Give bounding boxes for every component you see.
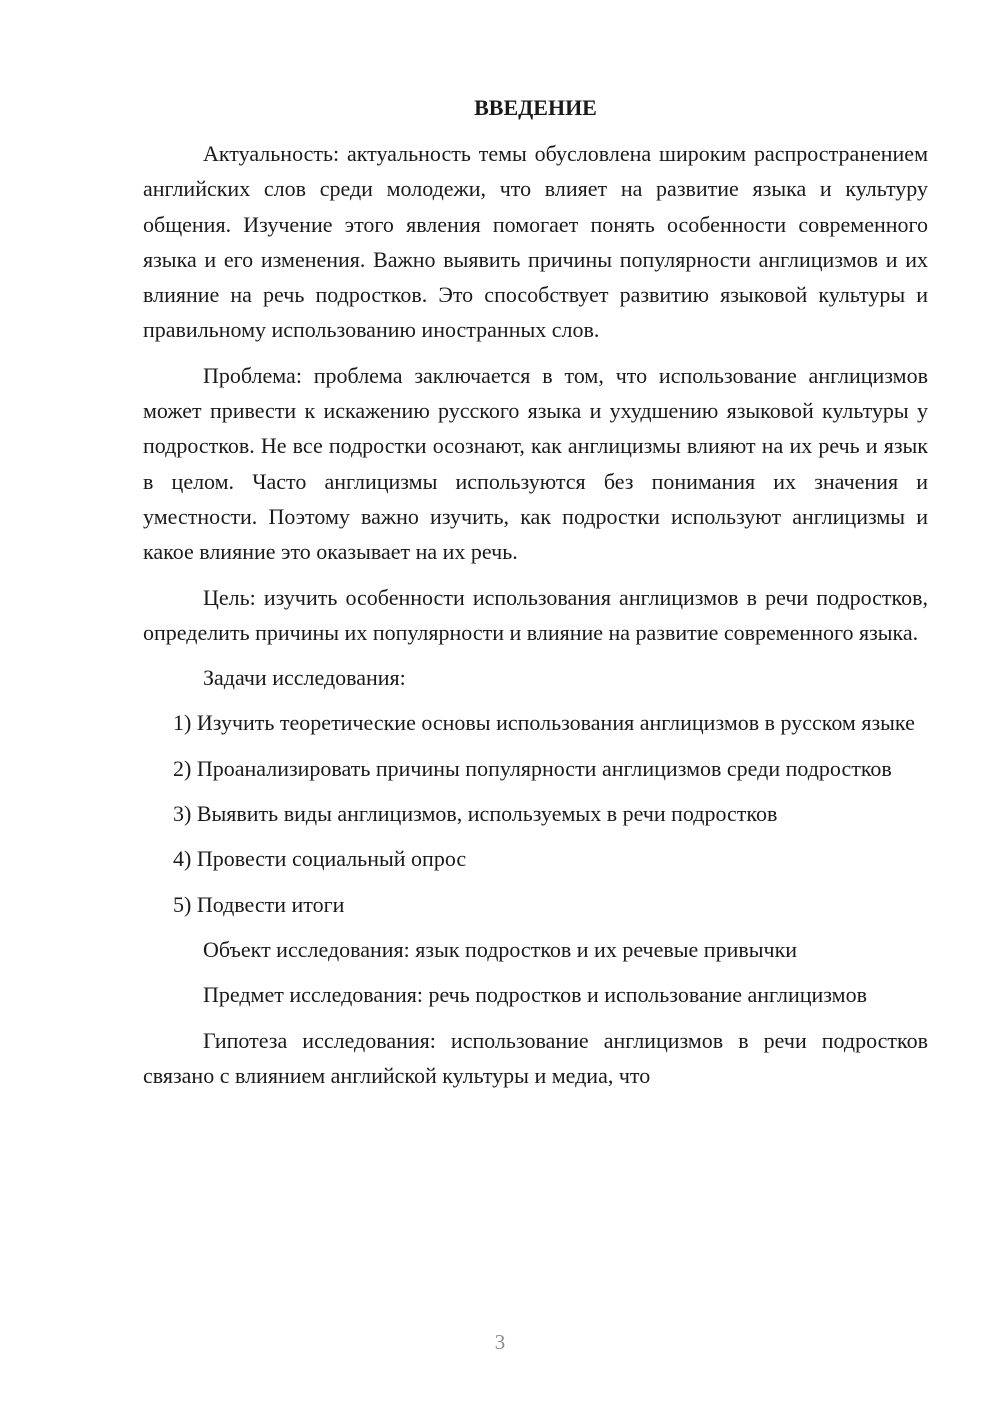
- task-item-4: 4) Провести социальный опрос: [173, 846, 467, 872]
- problem-paragraph: Проблема: проблема заключается в том, что использование англицизмов может привести к искажению русского языка и ухудшению языковой культуры у подростков. Не все подростки осознают, как англицизмы влияют на их речь и язык в целом. Часто англицизмы используются без понимания их значения и уместности. Поэтому важно изучить, как подростки используют англицизмы и какое влияние это оказывает на их речь.: [143, 362, 928, 565]
- tasks-list: [143, 705, 928, 921]
- subject-paragraph: Предмет исследования: речь подростков и использование англицизмов: [203, 982, 867, 1008]
- section-title: ВВЕДЕНИЕ: [474, 95, 597, 120]
- task-item-5: 5) Подвести итоги: [173, 891, 345, 917]
- goal-paragraph: Цель: изучить особенности использования англицизмов в речи подростков, определить причины их популярности и влияние на развитие современного языка.: [143, 584, 928, 645]
- hypothesis-paragraph: Гипотеза исследования: использование англицизмов в речи подростков связано с влиянием английской культуры и медиа, что: [143, 1027, 928, 1088]
- task-item-2: 2) Проанализировать причины популярности англицизмов среди подростков: [173, 755, 892, 781]
- task-item-1: 1) Изучить теоретические основы использования англицизмов в русском языке: [173, 710, 915, 736]
- tasks-heading: Задачи исследования:: [203, 665, 406, 691]
- task-item-3: 3) Выявить виды англицизмов, используемых в речи подростков: [173, 801, 778, 827]
- page-number: 3: [494, 1330, 506, 1354]
- document-page: [143, 90, 928, 1103]
- relevance-paragraph: Актуальность: актуальность темы обусловлена широким распространением английских слов среди молодежи, что влияет на развитие языка и культуру общения. Изучение этого явления помогает понять особенности современного языка и его изменения. Важно выявить причины популярности англицизмов и их влияние на речь подростков. Это способствует развитию языковой культуры и правильному использованию иностранных слов.: [143, 141, 928, 343]
- object-paragraph: Объект исследования: язык подростков и их речевые привычки: [203, 936, 798, 962]
